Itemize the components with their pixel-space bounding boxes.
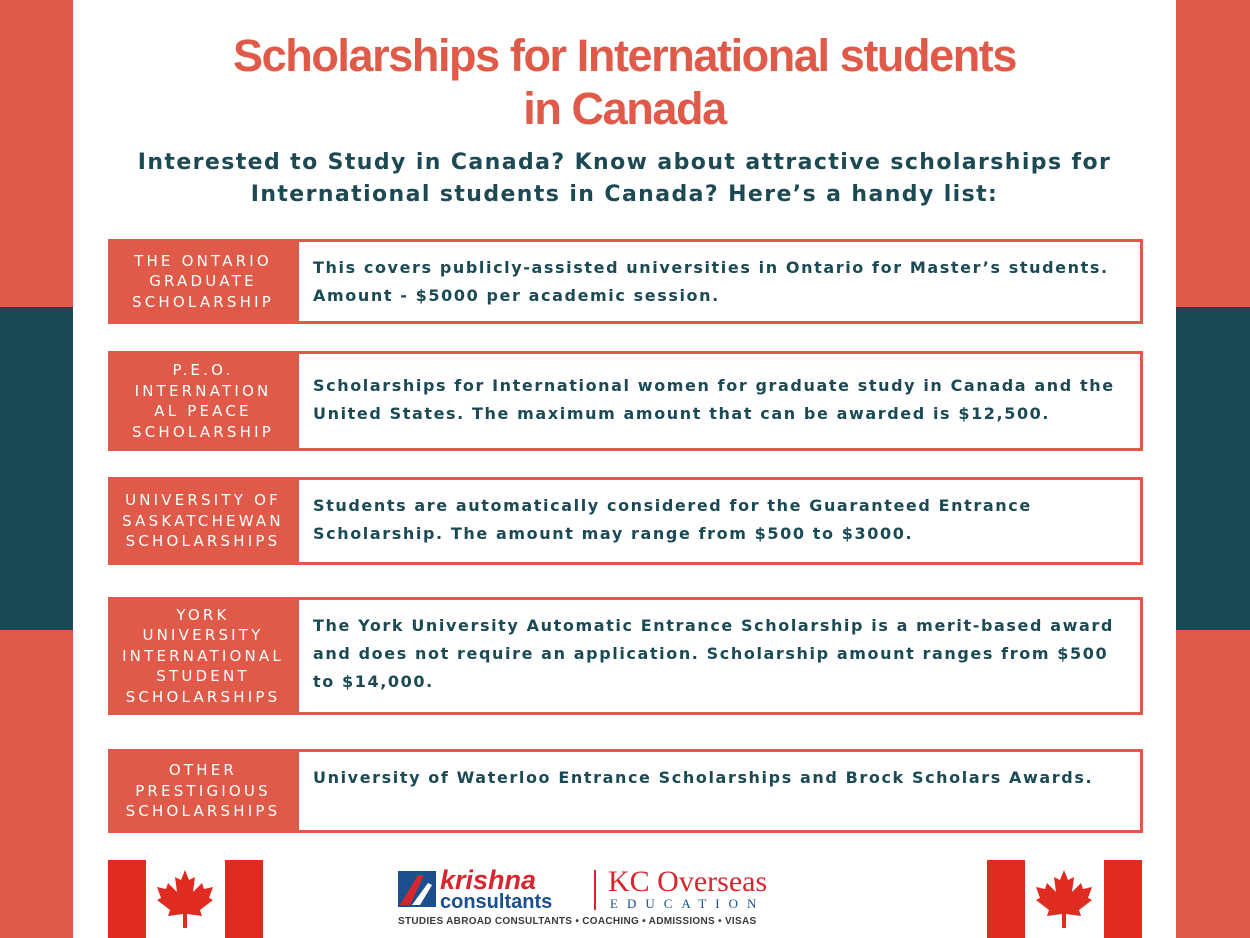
canada-flag-icon: [987, 860, 1142, 938]
scholarship-description: The York University Automatic Entrance Scholarship is a merit-based award and does not require an application. Scholarship amount ranges from $500 to $14,000.: [296, 597, 1143, 715]
scholarship-description: This covers publicly-assisted universities in Ontario for Master’s students. Amount - $5000 per academic session.: [296, 239, 1143, 324]
scholarship-row-ontario: [108, 239, 1143, 324]
logo-krishna-text: krishna: [440, 865, 537, 895]
scholarship-label: YORK UNIVERSITY INTERNATIONAL STUDENT SCHOLARSHIPS: [108, 597, 298, 715]
krishna-logo-icon: [398, 871, 436, 907]
logo-education-text: EDUCATION: [610, 896, 766, 911]
scholarship-row-peo: [108, 351, 1143, 451]
page-subtitle-line-1: Interested to Study in Canada? Know about attractive scholarships for: [137, 150, 1112, 175]
maple-leaf-icon: [155, 868, 215, 930]
scholarship-label: P.E.O. INTERNATION AL PEACE SCHOLARSHIP: [108, 351, 298, 451]
logo-kc-overseas-text: KC Overseas: [608, 865, 768, 898]
scholarship-description: Students are automatically considered for the Guaranteed Entrance Scholarship. The amount may range from $500 to $3000.: [296, 477, 1143, 565]
scholarship-description-text: Scholarships for International women for graduate study in Canada and the United States. The maximum amount that can be awarded is $12,500.: [313, 376, 1115, 423]
page-subtitle-line-2: International students in Canada? Here’s a handy list:: [250, 182, 999, 207]
logo-tagline: STUDIES ABROAD CONSULTANTS • COACHING • ADMISSIONS • VISAS: [398, 916, 757, 927]
scholarship-label: OTHER PRESTIGIOUS SCHOLARSHIPS: [108, 749, 298, 833]
maple-leaf-icon: [1034, 868, 1094, 930]
scholarship-label: THE ONTARIO GRADUATE SCHOLARSHIP: [108, 239, 298, 324]
scholarship-description: University of Waterloo Entrance Scholarships and Brock Scholars Awards.: [296, 749, 1143, 833]
page-title-line-1: Scholarships for International students: [232, 30, 1017, 81]
brand-logo: [398, 866, 808, 934]
scholarship-row-saskatchewan: [108, 477, 1143, 565]
scholarship-row-york: [108, 597, 1143, 715]
canada-flag-icon: [108, 860, 263, 938]
logo-consultants-text: consultants: [440, 891, 553, 913]
scholarship-label: UNIVERSITY OF SASKATCHEWAN SCHOLARSHIPS: [108, 477, 298, 565]
page-title-line-2: in Canada: [523, 83, 726, 134]
scholarship-row-other: [108, 749, 1143, 833]
logo-divider: [594, 870, 596, 910]
scholarship-description: [296, 351, 1143, 451]
